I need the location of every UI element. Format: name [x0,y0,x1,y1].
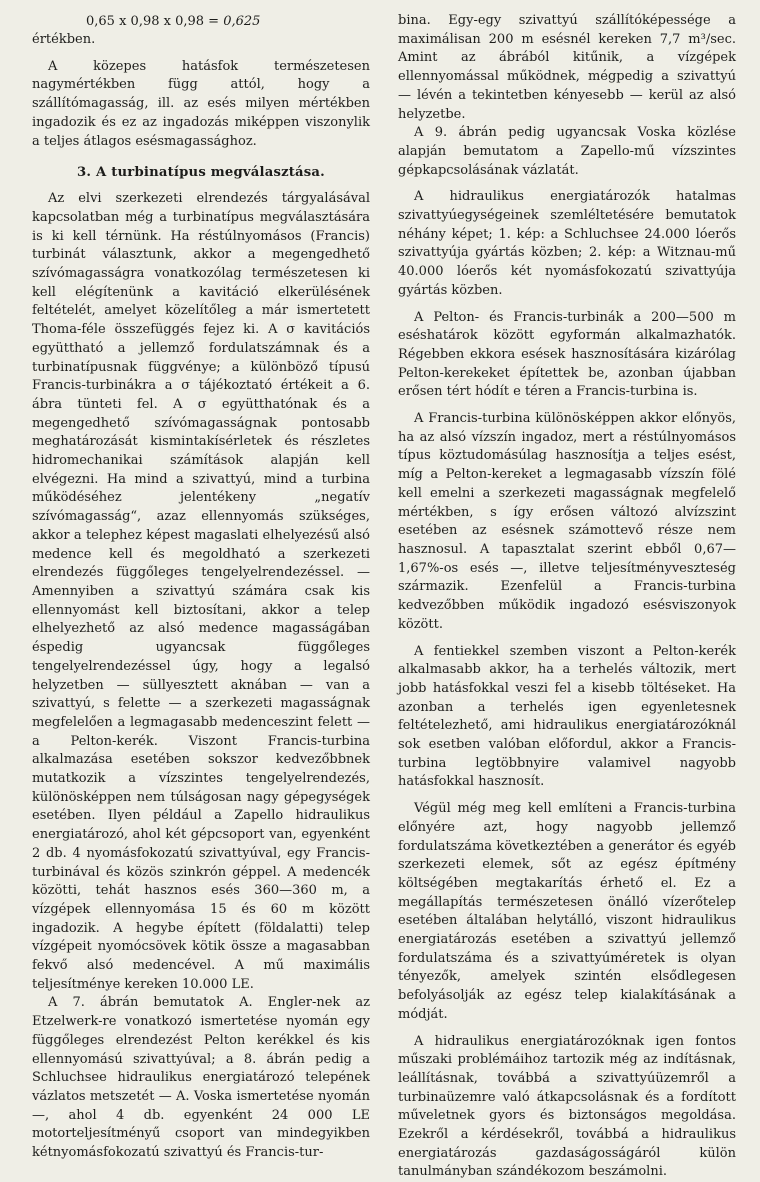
paragraph: A 7. ábrán bemutatok A. Engler-nek az Etzelwerk-re vonatkozó ismertetése nyomán egy függőleges elrendezést Pelton kerékkel és kis ellennyomású szivattyúval; a 8. ábrán pedig a Schluchsee hidraulikus energiatározó telepének vázlatos metszetét — A. Voska ismertetése nyomán —, ahol 4 db. egyenként 24 000 LE motorteljesítményű csoport van mindegyikben kétnyomásfokozatú szivattyú és Francis-tur- [32,995,370,1161]
paragraph: Végül még meg kell említeni a Francis-turbina előnyére azt, hogy nagyobb jellemző fordulatszáma következtében a generátor és egyéb szerkezeti elemek, sőt az egész építmény költségében megtakarítás érhető el. Ez a megállapítás természetesen önálló vízerőtelep esetében általában helytálló, viszont hidraulikus energiatározás esetében a szivattyú jellemző fordulatszáma és a szivattyúméretek is olyan tényezők, amelyek szintén elsődlegesen befolyásolják az egész telep kialakításának a módját. [398,801,736,1022]
paragraph: A fentiekkel szemben viszont a Pelton-kerék alkalmasabb akkor, ha a terhelés változik, mert jobb hatásfokkal veszi fel a kisebb töltéseket. Ha azonban a terhelés igen egyenletesnek feltételezhető, ami hidraulikus energiatározóknál sok esetben valóban előfordul, akkor a Francis-turbina legtöbbnyire valamivel nagyobb hatásfokkal hasznosít. [398,643,736,790]
paragraph: A hidraulikus energiatározók hatalmas szivattyúegységeinek szemléltetésére bemutatok néhány képet; 1. kép: a Schluchsee 24.000 lóerős szivattyúja gyártás közben; 2. kép: a Witznau-mű 40.000 lóerős két nyomásfokozatú szivattyúja gyártás közben. [398,189,736,298]
section-heading: 3. A turbinatípus megválasztása. [77,165,325,181]
formula-result: 0,625 [223,14,261,29]
formula-expression: 0,65 x 0,98 x 0,98 = [86,14,224,29]
left-column [32,12,370,1163]
paragraph: A 9. ábrán pedig ugyancsak Voska közlése alapján bemutatom a Zapello-mű vízszintes gépkapcsolásának vázlatát. [398,125,736,178]
formula-tail: értékben. [32,32,96,47]
paragraph: A Francis-turbina különösképpen akkor előnyös, ha az alsó vízszín ingadoz, mert a réstúlnyomásos típus köztudomásúlag hasznosítja a teljes esést, míg a Pelton-kereket a legmagasabb vízszín fölé kell emelni a szerkezeti magasságnak megfelelő mértékben, s így erősen változó alvízszint esetében az esésnek számottevő része nem hasznosul. A tapasztalat szerint ebből 0,67—1,67%-os esés —, illetve teljesítményveszteség származik. Ezenfelül a Francis-turbina kedvezőbben működik ingadozó esésviszonyok között. [398,411,736,632]
efficiency-formula [32,12,370,31]
right-column [398,12,736,1182]
paragraph: A hidraulikus energiatározóknak igen fontos műszaki problémáihoz tartozik még az indításnak, leállításnak, továbbá a szivattyúüzemről a turbinaüzemre való átkapcsolásnak és a fordított műveletnek gyors és biztonságos megoldása. Ezekről a kérdésekről, továbbá a hidraulikus energiatározás gazdaságosságáról külön tanulmányban szándékozom beszámolni. [398,1033,736,1180]
paragraph: A Pelton- és Francis-turbinák a 200—500 m eséshatárok között egyformán alkalmazhatók. Régebben ekkora esések hasznosítására kizárólag Pelton-kerekeket építettek be, azonban újabban erősen tért hódít e téren a Francis-turbina is. [398,309,736,400]
paragraph: A közepes hatásfok természetesen nagymértékben függ attól, hogy a szállítómagasság, ill. az esés milyen mértékben ingadozik és ez az ingadozás miképpen viszonylik a teljes átlagos esésmagassághoz. [32,58,370,149]
paragraph: Az elvi szerkezeti elrendezés tárgyalásával kapcsolatban még a turbinatípus megválasztására is ki kell térnünk. Ha réstúlnyomásos (Francis) turbinát választunk, akkor a megengedhető szívómagasságra vonatkozólag természetesen ki kell elégítenünk a kavitáció elkerülésének feltételét, amelyet közelítőleg a már ismertetett Thoma-féle összefüggés fejez ki. A σ kavitációs együttható a jellemző fordulatszámnak és a turbinatípusnak függvénye; a különböző típusú Francis-turbinákra a σ tájékoztató értékeit a 6. ábra tünteti fel. A σ együtthatónak és a megengedhető szívómagasságnak pontosabb meghatározását kismintakísérletek és részletes hidromechanikai számítások alapján kell elvégezni. Ha mind a szivattyú, mind a turbina működéséhez jelentékeny „negatív szívómagasság“, azaz ellennyomás szükséges, akkor a telephez képest magaslati elhelyezésű alsó medence kell és megoldható a szerkezeti elrendezés függőleges tengelyelrendezéssel. — Amennyiben a szivattyú számára csak kis ellennyomást kell biztosítani, akkor a telep elhelyezhető az alsó medence magasságában éspedig ugyancsak függőleges tengelyelrendezéssel úgy, hogy a legalsó helyzetben — süllyesztett aknában — van a szivattyú, s felette — a szerkezeti magasságnak megfelelően a legmagasabb medenceszint felett — a Pelton-kerék. Viszont Francis-turbina alkalmazása esetében sokszor kedvezőbbnek mutatkozik a vízszintes tengelyelrendezés, különösképpen nem túlságosan nagy gépegységek esetében. Ilyen például a Zapello hidraulikus energiatározó, ahol két gépcsoport van, egyenként 2 db. 4 nyomásfokozatú szivattyúval, egy Francis-turbinával és közös szinkrón géppel. A medencék közötti, tehát hasznos esés 360—360 m, a vízgépek ellennyomása 15 és 60 m között ingadozik. A hegybe épített (földalatti) telep vízgépeit nyomócsövek kötik össze a magasabban fekvő alsó medencével. A mű maximális teljesítménye kereken 10.000 LE. [32,191,370,992]
paragraph: bina. Egy-egy szivattyú szállítóképessége a maximálisan 200 m esésnél kereken 7,7 m³/sec. Amint az ábrából kitűnik, a vízgépek ellennyomással működnek, mégpedig a szivattyú — lévén a tekintetben kényesebb — kerül az alsó helyzetbe. [398,13,736,122]
